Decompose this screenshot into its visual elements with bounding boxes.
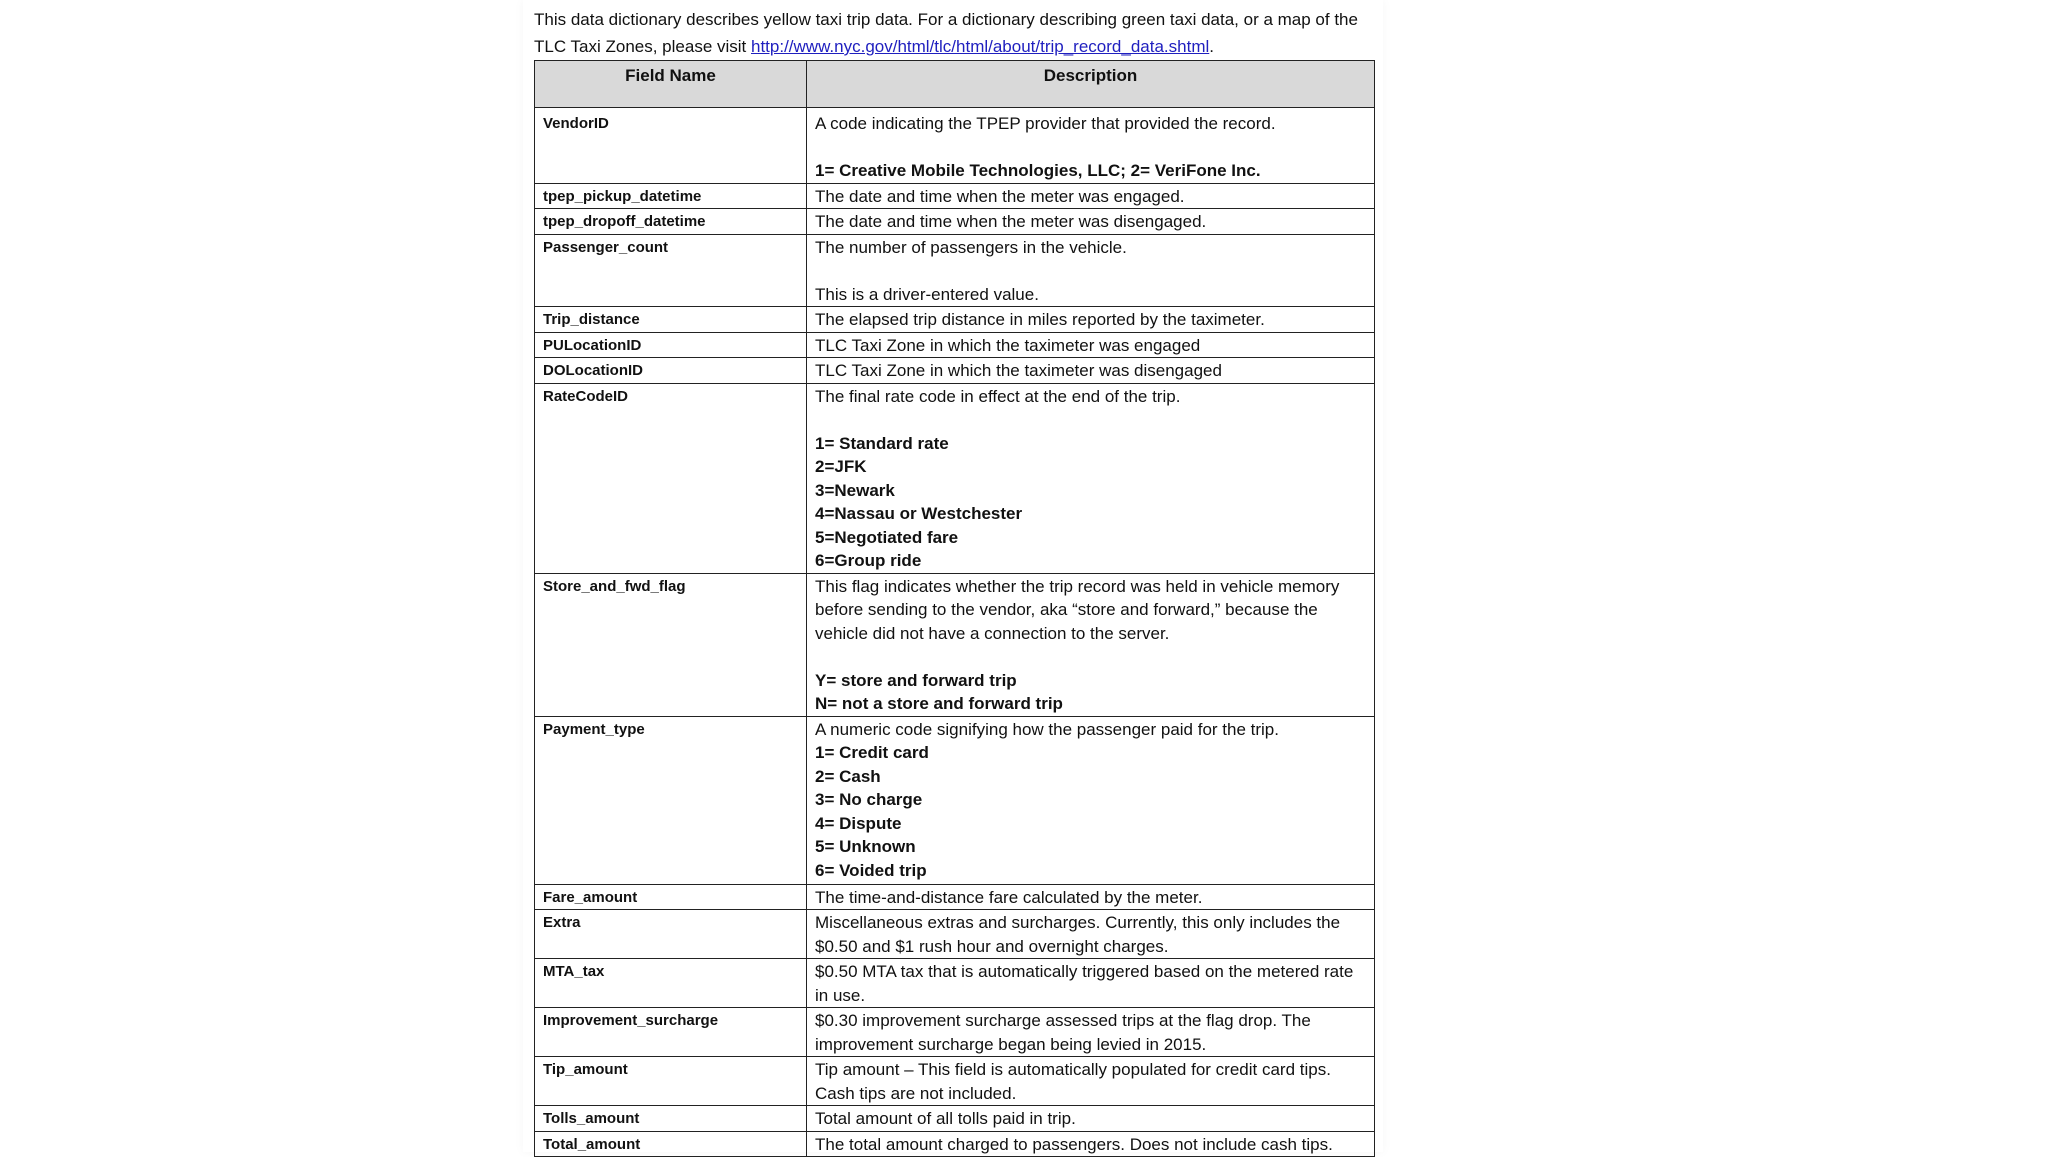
code-value: 1= Creative Mobile Technologies, LLC; 2= VeriFone Inc.	[815, 161, 1261, 180]
table-row	[535, 910, 1375, 959]
table-row	[535, 332, 1375, 358]
code-value: Y= store and forward trip	[815, 670, 1017, 690]
description-cell	[807, 716, 1375, 884]
trip-record-data-link[interactable]: http://www.nyc.gov/html/tlc/html/about/trip_record_data.shtml	[751, 37, 1210, 56]
code-value: 6=Group ride	[815, 551, 922, 570]
description-cell: $0.50 MTA tax that is automatically triggered based on the metered rate in use.	[807, 959, 1375, 1008]
intro-paragraph	[534, 6, 1394, 60]
field-name-cell: Total_amount	[535, 1131, 807, 1157]
description-cell: TLC Taxi Zone in which the taximeter was disengaged	[807, 358, 1375, 384]
data-dictionary-table	[534, 60, 1375, 1157]
description-cell: The date and time when the meter was engaged.	[807, 183, 1375, 209]
description-text: The final rate code in effect at the end of the trip.	[815, 386, 1181, 406]
description-cell: The total amount charged to passengers. Does not include cash tips.	[807, 1131, 1375, 1157]
field-name-cell: Store_and_fwd_flag	[535, 573, 807, 716]
code-value: 1= Standard rate	[815, 433, 949, 453]
field-name-cell: RateCodeID	[535, 383, 807, 573]
code-value: N= not a store and forward trip	[815, 694, 1063, 713]
description-cell: Total amount of all tolls paid in trip.	[807, 1106, 1375, 1132]
table-row	[535, 307, 1375, 333]
code-value: 1= Credit card	[815, 743, 929, 762]
intro-text: This data dictionary describes yellow taxi trip data. For a dictionary describing green taxi data, or a map of the TLC Taxi Zones, please visit	[534, 10, 1358, 56]
field-name-cell: DOLocationID	[535, 358, 807, 384]
field-name-cell: Fare_amount	[535, 884, 807, 910]
intro-text-end: .	[1209, 37, 1214, 56]
description-cell: The elapsed trip distance in miles reported by the taximeter.	[807, 307, 1375, 333]
description-cell: Tip amount – This field is automatically populated for credit card tips. Cash tips are not included.	[807, 1057, 1375, 1106]
field-name-cell: Extra	[535, 910, 807, 959]
description-cell	[807, 573, 1375, 716]
code-value: 3= No charge	[815, 790, 923, 809]
table-row	[535, 716, 1375, 884]
description-cell: $0.30 improvement surcharge assessed trips at the flag drop. The improvement surcharge began being levied in 2015.	[807, 1008, 1375, 1057]
table-row	[535, 183, 1375, 209]
field-name-cell: MTA_tax	[535, 959, 807, 1008]
description-text: The number of passengers in the vehicle.	[815, 237, 1127, 257]
table-row	[535, 234, 1375, 307]
description-cell: TLC Taxi Zone in which the taximeter was engaged	[807, 332, 1375, 358]
field-name-cell: Trip_distance	[535, 307, 807, 333]
field-name-cell: Tip_amount	[535, 1057, 807, 1106]
code-value: 2=JFK	[815, 457, 867, 476]
table-row	[535, 1057, 1375, 1106]
field-name-cell: Passenger_count	[535, 234, 807, 307]
code-value: 4=Nassau or Westchester	[815, 504, 1023, 523]
field-name-cell: Improvement_surcharge	[535, 1008, 807, 1057]
description-text: This flag indicates whether the trip record was held in vehicle memory before sending to the vendor, aka “store and forward,” because the vehicle did not have a connection to the server.	[815, 576, 1340, 643]
code-value: 4= Dispute	[815, 813, 902, 833]
code-value: 5=Negotiated fare	[815, 527, 959, 547]
description-cell	[807, 234, 1375, 307]
field-name-cell: PULocationID	[535, 332, 807, 358]
description-text: A numeric code signifying how the passenger paid for the trip.	[815, 719, 1279, 739]
description-text: A code indicating the TPEP provider that provided the record.	[815, 114, 1276, 133]
table-row	[535, 573, 1375, 716]
description-cell	[807, 383, 1375, 573]
field-name-cell: tpep_dropoff_datetime	[535, 209, 807, 235]
table-row	[535, 959, 1375, 1008]
code-value: 5= Unknown	[815, 837, 916, 856]
code-value: 6= Voided trip	[815, 860, 927, 880]
description-cell	[807, 108, 1375, 184]
description-cell: The date and time when the meter was disengaged.	[807, 209, 1375, 235]
field-name-cell: tpep_pickup_datetime	[535, 183, 807, 209]
table-row	[535, 108, 1375, 184]
table-row	[535, 358, 1375, 384]
field-name-cell: Tolls_amount	[535, 1106, 807, 1132]
table-row	[535, 1106, 1375, 1132]
table-row	[535, 209, 1375, 235]
field-name-header: Field Name	[535, 61, 807, 108]
table-row	[535, 383, 1375, 573]
description-cell: Miscellaneous extras and surcharges. Currently, this only includes the $0.50 and $1 rush hour and overnight charges.	[807, 910, 1375, 959]
description-header: Description	[807, 61, 1375, 108]
code-value: 3=Newark	[815, 480, 895, 500]
table-header-row	[535, 61, 1375, 108]
field-name-cell: VendorID	[535, 108, 807, 184]
table-row	[535, 884, 1375, 910]
table-row	[535, 1131, 1375, 1157]
description-note: This is a driver-entered value.	[815, 284, 1039, 304]
field-name-cell: Payment_type	[535, 716, 807, 884]
description-cell: The time-and-distance fare calculated by the meter.	[807, 884, 1375, 910]
table-row	[535, 1008, 1375, 1057]
code-value: 2= Cash	[815, 766, 881, 786]
